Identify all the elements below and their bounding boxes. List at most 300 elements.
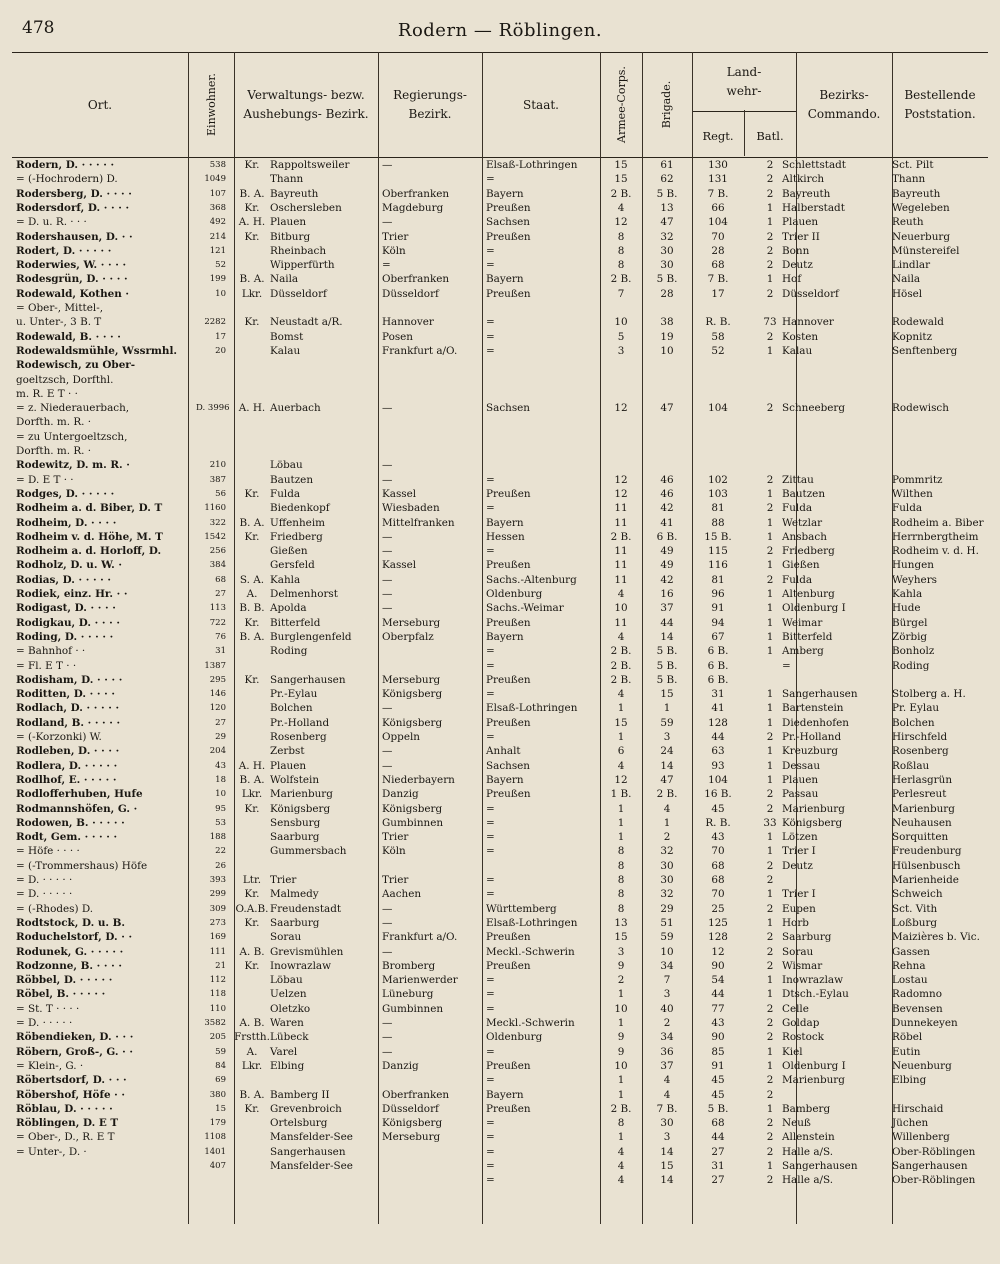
brigade: 42 — [660, 502, 674, 515]
population: 3582 — [204, 1018, 226, 1028]
state: Sachsen — [486, 402, 530, 415]
admin-district: Düsseldorf — [270, 287, 327, 300]
landwehr-regiment: 27 — [711, 1174, 725, 1187]
army-corps: 4 — [617, 588, 625, 600]
post-station: Roßlau — [892, 759, 930, 772]
army-corps: 3 — [617, 945, 625, 958]
population: 256 — [209, 546, 226, 557]
landwehr-regiment: R. B. — [705, 316, 731, 329]
state: = — [486, 1074, 495, 1087]
header-brigade — [642, 53, 692, 157]
government-district: — — [382, 702, 393, 715]
place-name: = Ober-, D., R. E T — [16, 1131, 115, 1144]
landwehr-battalion: 2 — [766, 945, 774, 958]
table-row — [12, 573, 988, 587]
district-command: Wismar — [782, 959, 823, 972]
government-district: Oppeln — [382, 731, 420, 743]
place-name: Rodert, D. · · · · · — [16, 244, 112, 257]
government-district: — — [382, 602, 393, 615]
post-station: Rodheim v. d. H. — [892, 545, 979, 558]
population: 309 — [209, 903, 226, 914]
army-corps: 9 — [617, 1045, 625, 1058]
government-district: Trier — [382, 874, 409, 886]
place-name: = D. u. R. · · · — [16, 216, 87, 229]
district-type: A. H. — [238, 216, 266, 229]
place-name: Rodholz, D. u. W. · — [16, 559, 122, 572]
table-row — [12, 930, 988, 944]
state: = — [486, 473, 495, 486]
table-row — [12, 945, 988, 959]
table-row — [12, 959, 988, 973]
admin-district: Uelzen — [270, 988, 307, 1001]
brigade: 41 — [660, 516, 674, 529]
district-command: Deutz — [782, 259, 813, 272]
landwehr-regiment: R. B. — [705, 816, 731, 829]
brigade: 2 B. — [656, 788, 678, 801]
district-command: Goldap — [782, 1017, 820, 1029]
landwehr-regiment: 17 — [711, 287, 725, 300]
landwehr-regiment: 28 — [711, 244, 725, 257]
population: 380 — [209, 1089, 226, 1100]
district-command: Altkirch — [782, 173, 825, 186]
place-name: = Höfe · · · · — [16, 845, 80, 858]
district-type: Kr. — [244, 616, 260, 629]
state: Sachsen — [486, 759, 530, 772]
army-corps: 8 — [617, 888, 625, 901]
place-name: goeltzsch, Dorfthl. — [16, 373, 114, 386]
district-command: Fulda — [782, 502, 813, 515]
landwehr-regiment: 66 — [711, 201, 725, 214]
state: = — [486, 1160, 495, 1172]
brigade: 61 — [660, 159, 674, 171]
state: Oldenburg — [486, 588, 543, 600]
population: 384 — [209, 560, 226, 571]
table-row — [12, 330, 988, 344]
landwehr-battalion: 2 — [766, 1174, 774, 1187]
population: 95 — [215, 803, 226, 814]
admin-district: Thann — [270, 173, 304, 186]
place-name: = Unter-, D. · — [16, 1145, 87, 1158]
brigade: 7 — [663, 974, 671, 987]
brigade: 14 — [660, 1174, 674, 1187]
district-type: Kr. — [244, 316, 260, 329]
admin-district: Sangerhausen — [270, 673, 346, 686]
population: 205 — [209, 1032, 226, 1043]
landwehr-regiment: 68 — [711, 1117, 725, 1130]
place-name: Dorfth. m. R. · — [16, 416, 92, 429]
district-command: Ansbach — [782, 530, 827, 543]
army-corps: 7 — [617, 287, 625, 300]
landwehr-battalion: 1 — [766, 1160, 774, 1172]
army-corps: 1 — [617, 702, 625, 715]
header-brigade-text: Brigade. — [660, 81, 674, 129]
population: 199 — [209, 274, 226, 285]
population: 18 — [215, 774, 226, 785]
district-command: Düsseldorf — [782, 287, 839, 300]
state: Sachs.-Altenburg — [486, 573, 577, 586]
brigade: 5 B. — [656, 673, 678, 686]
population: 56 — [215, 488, 226, 499]
state: = — [486, 688, 495, 701]
district-type: Kr. — [244, 916, 260, 929]
district-command: Halle a/S. — [782, 1145, 834, 1158]
district-command: Passau — [782, 788, 819, 801]
post-station: Ober-Röblingen — [892, 1174, 976, 1187]
table-row — [12, 501, 988, 515]
army-corps: 2 — [617, 974, 625, 987]
landwehr-regiment: 116 — [708, 559, 728, 572]
place-name: Rodt, Gem. · · · · · — [16, 831, 118, 844]
government-district: — — [382, 1031, 393, 1044]
government-district: Hannover — [382, 316, 434, 329]
landwehr-regiment: 93 — [711, 759, 725, 772]
district-command: Bamberg — [782, 1102, 831, 1115]
government-district: — — [382, 745, 393, 758]
landwehr-battalion: 2 — [766, 402, 774, 415]
admin-district: Delmenhorst — [270, 588, 338, 600]
army-corps: 4 — [617, 630, 625, 643]
admin-district: Sangerhausen — [270, 1145, 346, 1158]
district-command: Saarburg — [782, 931, 832, 944]
place-name: Röbershof, Höfe · · — [16, 1088, 126, 1101]
government-district: Kassel — [382, 559, 417, 572]
population: 20 — [215, 345, 226, 356]
district-command: Friedberg — [782, 545, 835, 558]
government-district: Königsberg — [382, 802, 443, 815]
district-command: Bitterfeld — [782, 630, 833, 643]
admin-district: Malmedy — [270, 888, 319, 901]
army-corps: 11 — [614, 573, 628, 586]
landwehr-battalion: 1 — [766, 273, 774, 286]
landwehr-regiment: 131 — [708, 173, 728, 186]
admin-district: Wipperfürth — [270, 259, 335, 272]
table-row — [12, 230, 988, 244]
place-name: Röbel, B. · · · · · — [16, 988, 106, 1001]
government-district: — — [382, 216, 393, 229]
army-corps: 8 — [617, 1117, 625, 1130]
brigade: 30 — [660, 259, 674, 272]
post-station: Marienheide — [892, 874, 959, 886]
admin-district: Burglengenfeld — [270, 630, 352, 643]
place-name: = Klein-, G. · — [16, 1059, 84, 1072]
landwehr-regiment: 68 — [711, 859, 725, 872]
population: 52 — [215, 260, 226, 271]
district-command: Sangerhausen — [782, 1160, 858, 1172]
table-row — [12, 630, 988, 644]
landwehr-battalion: 2 — [766, 330, 774, 343]
population: 111 — [209, 946, 226, 957]
landwehr-regiment: 54 — [711, 974, 725, 987]
state: Hessen — [486, 530, 525, 543]
post-station: Pr. Eylau — [892, 702, 940, 715]
brigade: 40 — [660, 1002, 674, 1015]
table-row — [12, 859, 988, 873]
table-row — [12, 358, 988, 372]
place-name: Rodunek, G. · · · · · — [16, 945, 124, 958]
admin-district: Rheinbach — [270, 244, 327, 257]
brigade: 19 — [660, 330, 674, 343]
landwehr-regiment: 77 — [711, 1002, 725, 1015]
landwehr-regiment: 7 B. — [707, 187, 729, 200]
state: = — [486, 659, 495, 672]
population: 10 — [215, 288, 226, 299]
admin-district: Wolfstein — [270, 773, 320, 786]
header-batl: Batl. — [756, 129, 784, 143]
table-row — [12, 301, 988, 315]
brigade: 34 — [660, 1031, 674, 1044]
place-name: Röbertsdorf, D. · · · — [16, 1074, 127, 1087]
landwehr-battalion: 1 — [766, 888, 774, 901]
government-district: Frankfurt a/O. — [382, 931, 458, 944]
admin-district: Plauen — [270, 216, 307, 229]
post-station: Pommritz — [892, 473, 943, 486]
landwehr-regiment: 6 B. — [707, 659, 729, 672]
post-station: Freudenburg — [892, 845, 962, 858]
table-row — [12, 701, 988, 715]
brigade: 5 B. — [656, 645, 678, 658]
admin-district: Varel — [270, 1045, 298, 1058]
table-header — [12, 52, 988, 158]
government-district: — — [382, 402, 393, 415]
admin-district: Gummersbach — [270, 845, 347, 858]
place-name: Rodias, D. · · · · · — [16, 573, 112, 586]
post-station: Rosenberg — [892, 745, 949, 758]
admin-district: Auerbach — [270, 402, 321, 415]
state: Preußen — [486, 487, 531, 500]
landwehr-battalion: 1 — [766, 487, 774, 500]
state: = — [486, 1002, 495, 1015]
post-station: Elbing — [892, 1074, 927, 1087]
government-district: Danzig — [382, 1059, 419, 1072]
table-row — [12, 444, 988, 458]
population: 146 — [209, 689, 226, 700]
population: 29 — [215, 732, 226, 742]
army-corps: 8 — [617, 845, 625, 858]
government-district: — — [382, 1045, 393, 1058]
population: 112 — [209, 975, 226, 986]
population: 69 — [215, 1075, 226, 1086]
state: = — [486, 1117, 495, 1130]
landwehr-battalion: 1 — [766, 845, 774, 858]
army-corps: 1 — [617, 831, 625, 844]
post-station: Reuth — [892, 216, 924, 229]
army-corps: 1 — [617, 1131, 625, 1144]
government-district: = — [382, 259, 391, 272]
landwehr-regiment: 128 — [708, 931, 728, 944]
place-name: Rodesgrün, D. · · · · — [16, 273, 128, 286]
brigade: 51 — [660, 916, 674, 929]
landwehr-regiment: 104 — [708, 402, 728, 415]
government-district: Niederbayern — [382, 773, 455, 786]
district-command: Sorau — [782, 945, 814, 958]
army-corps: 1 — [617, 1088, 625, 1101]
state: = — [486, 974, 495, 987]
landwehr-regiment: 91 — [711, 602, 725, 615]
table-row — [12, 587, 988, 601]
brigade: 5 B. — [656, 659, 678, 672]
post-station: Wegeleben — [892, 201, 950, 214]
table-row — [12, 1130, 988, 1144]
brigade: 2 — [663, 1017, 671, 1029]
state: = — [486, 545, 495, 558]
landwehr-regiment: 91 — [711, 1059, 725, 1072]
brigade: 7 B. — [656, 1102, 678, 1115]
header-einwohner — [188, 53, 234, 157]
post-station: Schweich — [892, 888, 943, 901]
header-regierung: Regierungs- Bezirk. — [393, 88, 467, 121]
army-corps: 1 — [617, 802, 625, 815]
district-type: S. A. — [239, 573, 265, 586]
district-command: Oldenburg I — [782, 602, 846, 615]
header-regt: Regt. — [702, 129, 734, 143]
district-command: = — [782, 659, 791, 672]
post-station: Hirschaid — [892, 1102, 944, 1115]
landwehr-regiment: 96 — [711, 588, 725, 600]
table-row — [12, 873, 988, 887]
landwehr-regiment: 6 B. — [707, 645, 729, 658]
table-row — [12, 1102, 988, 1116]
landwehr-battalion: 1 — [766, 773, 774, 786]
state: Oldenburg — [486, 1031, 543, 1044]
landwehr-battalion: 1 — [766, 831, 774, 844]
landwehr-battalion: 2 — [766, 859, 774, 872]
table-row — [12, 172, 988, 186]
brigade: 2 — [663, 831, 671, 844]
army-corps: 4 — [617, 759, 625, 772]
post-station: Thann — [892, 173, 926, 186]
post-station: Wilthen — [892, 487, 933, 500]
place-name: Röbern, Groß-, G. · · — [16, 1045, 134, 1058]
post-station: Sct. Vith — [892, 902, 938, 915]
brigade: 32 — [660, 888, 674, 901]
district-command: Wetzlar — [782, 516, 823, 529]
landwehr-regiment: 52 — [711, 344, 725, 357]
place-name: m. R. E T · · — [16, 387, 78, 400]
post-station: Hude — [892, 602, 921, 615]
state: Meckl.-Schwerin — [486, 945, 575, 958]
government-district: — — [382, 159, 393, 171]
table-row — [12, 916, 988, 930]
army-corps: 15 — [614, 173, 628, 186]
landwehr-battalion: 2 — [766, 173, 774, 186]
post-station: Hösel — [892, 287, 923, 300]
army-corps: 4 — [617, 688, 625, 701]
state: Preußen — [486, 1102, 531, 1115]
landwehr-battalion: 2 — [766, 1002, 774, 1015]
army-corps: 8 — [617, 859, 625, 872]
state: Bayern — [486, 187, 524, 200]
state: Sachsen — [486, 216, 530, 229]
landwehr-battalion: 1 — [766, 745, 774, 758]
place-name: = (-Rhodes) D. — [16, 902, 94, 915]
landwehr-regiment: 45 — [711, 802, 725, 815]
district-type: A. B. — [239, 1017, 265, 1029]
landwehr-battalion: 2 — [766, 187, 774, 200]
table-row — [12, 987, 988, 1001]
post-station: Lindlar — [892, 259, 931, 272]
landwehr-regiment: 58 — [711, 330, 725, 343]
brigade: 30 — [660, 859, 674, 872]
admin-district: Fulda — [270, 487, 301, 500]
district-command: Inowrazlaw — [782, 974, 843, 987]
admin-district: Pr.-Eylau — [270, 688, 318, 701]
landwehr-battalion: 1 — [766, 559, 774, 572]
district-command: Schneeberg — [782, 402, 846, 415]
brigade: 10 — [660, 344, 674, 357]
post-station: Roding — [892, 659, 930, 672]
landwehr-regiment: 130 — [708, 159, 728, 171]
admin-district: Bitterfeld — [270, 616, 321, 629]
admin-district: Grevismühlen — [270, 945, 344, 958]
admin-district: Marienburg — [270, 788, 333, 801]
place-name: u. Unter-, 3 B. T — [16, 316, 102, 329]
district-command: Kiel — [782, 1045, 803, 1058]
admin-district: Naila — [270, 273, 299, 286]
army-corps: 15 — [614, 931, 628, 944]
landwehr-regiment: 45 — [711, 1088, 725, 1101]
table-row — [12, 1059, 988, 1073]
district-command: Trier II — [782, 230, 820, 243]
landwehr-regiment: 7 B. — [707, 273, 729, 286]
place-name: Rodtstock, D. u. B. — [16, 916, 126, 929]
header-landwehr: Land- wehr- — [726, 65, 762, 98]
table-row — [12, 887, 988, 901]
admin-district: Pr.-Holland — [270, 716, 330, 729]
brigade: 42 — [660, 573, 674, 586]
district-type: Kr. — [244, 530, 260, 543]
population: 53 — [215, 817, 226, 828]
table-row — [12, 844, 988, 858]
population: 1160 — [204, 503, 226, 514]
army-corps: 1 B. — [610, 788, 632, 801]
landwehr-battalion: 1 — [766, 645, 774, 658]
place-name: Rodewald, B. · · · · — [16, 330, 121, 343]
table-row — [12, 830, 988, 844]
landwehr-battalion: 2 — [766, 788, 774, 801]
brigade: 49 — [660, 559, 674, 572]
army-corps: 5 — [617, 330, 625, 343]
district-type: O.A.B. — [235, 902, 269, 915]
admin-district: Neustadt a/R. — [270, 316, 343, 329]
district-type: B. A. — [239, 273, 265, 286]
population: 214 — [209, 231, 226, 242]
admin-district: Kalau — [270, 344, 301, 357]
landwehr-battalion: 1 — [766, 1059, 774, 1072]
brigade: 47 — [660, 773, 674, 786]
place-name: Rodigkau, D. · · · · — [16, 616, 120, 629]
landwehr-battalion: 1 — [766, 630, 774, 643]
brigade: 5 B. — [656, 273, 678, 286]
place-name: = (-Korzonki) W. — [16, 731, 102, 743]
army-corps: 13 — [614, 916, 628, 929]
admin-district: Waren — [270, 1017, 304, 1029]
brigade: 14 — [660, 759, 674, 772]
place-name: = Bahnhof · · — [16, 645, 86, 658]
post-station: Ober-Röblingen — [892, 1145, 976, 1158]
landwehr-battalion: 73 — [763, 316, 777, 329]
landwehr-battalion: 1 — [766, 988, 774, 1001]
landwehr-regiment: 44 — [711, 731, 725, 743]
admin-district: Ortelsburg — [270, 1117, 328, 1130]
district-command: Kosten — [782, 330, 819, 343]
army-corps: 2 B. — [610, 659, 632, 672]
government-district: Düsseldorf — [382, 287, 439, 300]
district-type: B. B. — [239, 602, 265, 615]
population: 27 — [215, 589, 226, 599]
district-command: Kreuzburg — [782, 745, 839, 758]
table-row — [12, 473, 988, 487]
army-corps: 8 — [617, 874, 625, 886]
